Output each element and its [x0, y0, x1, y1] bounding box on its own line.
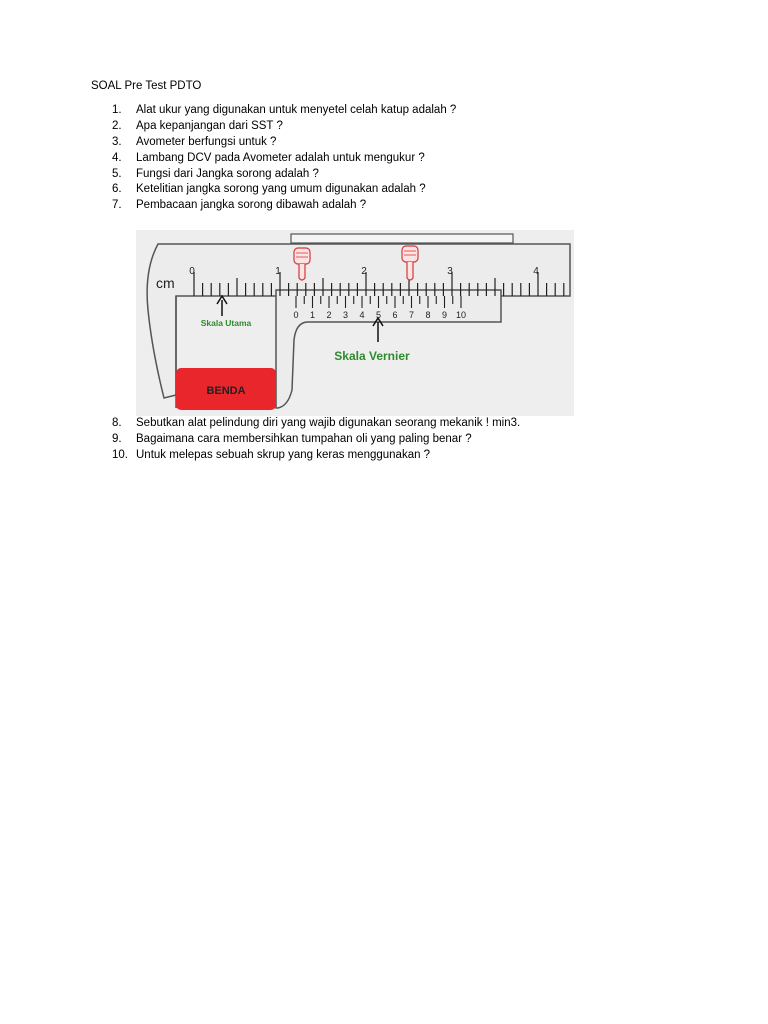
vernier-scale-number: 10: [455, 310, 467, 320]
list-item: 5. Fungsi dari Jangka sorong adalah ?: [112, 167, 456, 183]
question-text: Alat ukur yang digunakan untuk menyetel celah katup adalah ?: [136, 104, 457, 116]
list-item: 6. Ketelitian jangka sorong yang umum digunakan adalah ?: [112, 182, 456, 198]
vernier-scale-number: 7: [408, 310, 415, 320]
question-text: Avometer berfungsi untuk ?: [136, 135, 277, 148]
list-item: 9. Bagaimana cara membersihkan tumpahan oli yang paling benar ?: [112, 432, 520, 448]
question-text: Fungsi dari Jangka sorong adalah ?: [136, 167, 319, 180]
main-scale-number: 4: [533, 266, 539, 277]
question-text: Ketelitian jangka sorong yang umum digunakan adalah ?: [136, 183, 426, 196]
page-title: SOAL Pre Test PDTO: [91, 80, 202, 92]
question-text: Bagaimana cara membersihkan tumpahan oli yang paling benar ?: [136, 432, 472, 445]
main-scale-number: 2: [361, 266, 367, 277]
list-item: 8. Sebutkan alat pelindung diri yang wajib digunakan seorang mekanik ! min3.: [112, 416, 520, 432]
main-scale-number: 1: [275, 266, 281, 277]
vernier-scale-number: 5: [375, 310, 382, 320]
main-scale-label: Skala Utama: [200, 318, 252, 328]
vernier-caliper-diagram: [136, 230, 574, 416]
list-item: 3. Avometer berfungsi untuk ?: [112, 135, 456, 151]
main-scale-number: 0: [189, 266, 195, 277]
vernier-scale-number: 0: [293, 310, 299, 320]
question-text: Untuk melepas sebuah skrup yang keras menggunakan ?: [136, 448, 431, 461]
vernier-caliper-figure: [136, 230, 574, 416]
vernier-scale-number: 6: [392, 310, 398, 320]
depth-rod: [291, 234, 513, 243]
question-list-1: [112, 103, 456, 214]
list-item: 7. Pembacaan jangka sorong dibawah adalah ?: [112, 198, 456, 214]
object-label: BENDA: [206, 385, 246, 397]
vernier-scale-number: 3: [342, 310, 349, 320]
main-scale-number: 3: [447, 266, 453, 277]
list-item: 1. Alat ukur yang digunakan untuk menyetel celah katup adalah ?: [112, 103, 456, 119]
list-item: 2. Apa kepanjangan dari SST ?: [112, 119, 456, 135]
question-text: Lambang DCV pada Avometer adalah untuk mengukur ?: [136, 151, 425, 164]
vernier-scale-number: 1: [309, 310, 316, 320]
question-text: Pembacaan jangka sorong dibawah adalah ?: [136, 199, 367, 212]
list-item: 4. Lambang DCV pada Avometer adalah untuk mengukur ?: [112, 151, 456, 167]
vernier-scale-number: 2: [326, 310, 332, 320]
question-list-2: [112, 416, 520, 464]
vernier-scale-number: 4: [359, 310, 365, 320]
question-text: Apa kepanjangan dari SST ?: [136, 119, 283, 132]
vernier-scale-label: Skala Vernier: [334, 349, 410, 363]
vernier-scale-number: 9: [441, 310, 448, 320]
list-item: 10. Untuk melepas sebuah skrup yang keras menggunakan ?: [112, 448, 520, 464]
question-text: Sebutkan alat pelindung diri yang wajib digunakan seorang mekanik ! min3.: [136, 417, 521, 429]
unit-label: cm: [156, 275, 175, 291]
vernier-scale-number: 8: [425, 310, 431, 320]
